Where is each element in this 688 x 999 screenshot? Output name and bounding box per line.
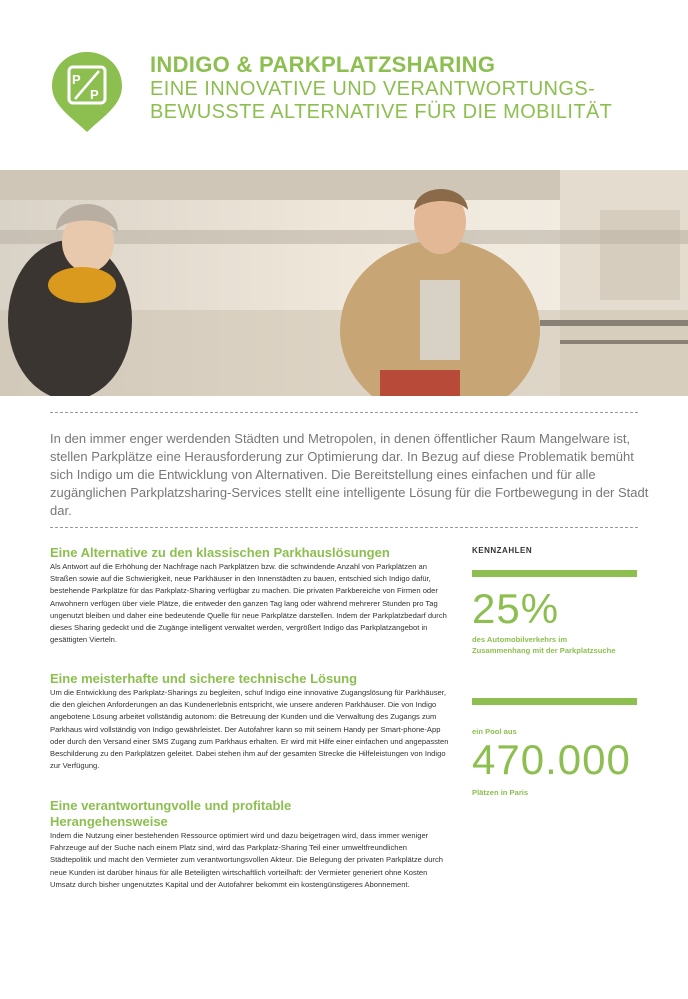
divider-top	[50, 412, 638, 413]
accent-bar-2	[472, 698, 637, 705]
svg-text:P: P	[72, 72, 81, 87]
page-subtitle	[150, 78, 612, 124]
section-body: Um die Entwicklung des Parkplatz-Sharings zu begleiten, schuf Indigo eine innovative Zugangslösung für Parkhäuser, die den gleichen Anforderungen an das Kundenerlebnis entspricht, wie unsere anderen Parkhäuser. Die von Indigo angebotene Lösung arbeitet vollständig autonom: die Betreuung der Kunden und die Verwaltung des Zugangs zum Parkhaus wird vollständig von Indigo gewährleistet. Der Autofahrer kann so mit seinem Handy per Smart-phone-App oder durch den Versand einer SMS Zugang zum Parkhaus erhalten. Er wird mit Hilfe einer einfachen und angepassten Beschilderung zu den Parkplätzen geleitet. Dabei stehen ihm auf der gesamten Strecke die Hilfeleistungen von Indigo zur Verfügung.	[50, 688, 449, 771]
stat-470000	[472, 726, 637, 798]
subtitle-line-2: BEWUSSTE ALTERNATIVE FÜR DIE MOBILITÄT	[150, 101, 613, 123]
stat-description: Plätzen in Paris	[472, 788, 529, 797]
stat-description: des Automobilverkehrs im Zusammenhang mit der Parkplatzsuche	[472, 635, 616, 655]
divider-bottom	[50, 527, 638, 528]
subtitle-line-1: EINE INNOVATIVE UND VERANTWORTUNGS-	[150, 78, 596, 100]
stat-value: 25%	[472, 585, 560, 632]
section-body: Als Antwort auf die Erhöhung der Nachfrage nach Parkplätzen bzw. die schwindende Anzahl von Parkplätzen an Straßen sowie auf die Schwierigkeit, neue Parkhäuser in den Innenstädten zu bauen, entschied sich Indigo dafür, bestehende Parkplätze für das Parkplatz-Sharing verfügbar zu machen. Die privaten Parkbereiche von Firmen oder Anwohnern verfügen über viele Plätze, die entweder den ganzen Tag lang oder während mehrerer Stunden pro Tag ungenutzt bleiben und daher eine bedeutende Quelle für neue Parkplätze darstellen. Indem der Parkplatzbedarf durch dieses Sharing gedeckt und die Zugänge intelligent verwaltet werden, vergrößert Indigo das Parkplatzangebot in gesättigten Vierteln.	[50, 562, 447, 645]
kennzahlen-label: KENNZAHLEN	[472, 546, 533, 555]
page-title: INDIGO & PARKPLATZSHARING	[150, 52, 496, 77]
section-technical	[50, 671, 455, 772]
accent-bar-1	[472, 570, 637, 577]
intro-paragraph: In den immer enger werdenden Städten und Metropolen, in denen öffentlicher Raum Mangelware ist, stellen Parkplätze eine Herausforderung zur Optimierung dar. In Bezug auf diese Problematik bemüht sich Indigo um die Entwicklung von Alternativen. Die Bereitstellung eines einfachen und für alle zugänglichen Parkplatzsharing-Services stellt eine intelligente Lösung für die Fortbewegung in der Stadt dar.	[50, 431, 649, 518]
section-heading: Eine meisterhafte und sichere technische Lösung	[50, 671, 358, 686]
parking-sharing-logo-icon	[50, 50, 124, 134]
stat-prefix: ein Pool aus	[472, 727, 517, 736]
stat-25-percent	[472, 585, 637, 656]
stat-value: 470.000	[472, 736, 631, 783]
section-heading: Eine Alternative zu den klassischen Parkhauslösungen	[50, 545, 390, 560]
section-heading: Eine verantwortungvolle und profitable Herangehensweise	[50, 798, 292, 829]
svg-text:P: P	[90, 87, 99, 102]
section-alternative	[50, 545, 455, 646]
hero-photo	[0, 170, 688, 396]
section-body: Indem die Nutzung einer bestehenden Ressource optimiert wird und dazu beigetragen wird, dass immer weniger Fahrzeuge auf der Suche nach einem Platz sind, wird das Parkplatz-Sharing Teil einer umweltfreundlichen Städtepolitik und macht den Vermieter zum verantwortungsvollen Akteur. Die Belegung der privaten Parkplätze durch neue Kunden ist darüber hinaus für alle Beteiligten wirtschaftlich vorteilhaft: der Vermieter generiert ohne Kosten Umsatz durch bisher ungenutztes Kapital und der Autofahrer bekommt ein kostengünstigeres Abonnement.	[50, 831, 443, 889]
section-responsible	[50, 798, 445, 891]
